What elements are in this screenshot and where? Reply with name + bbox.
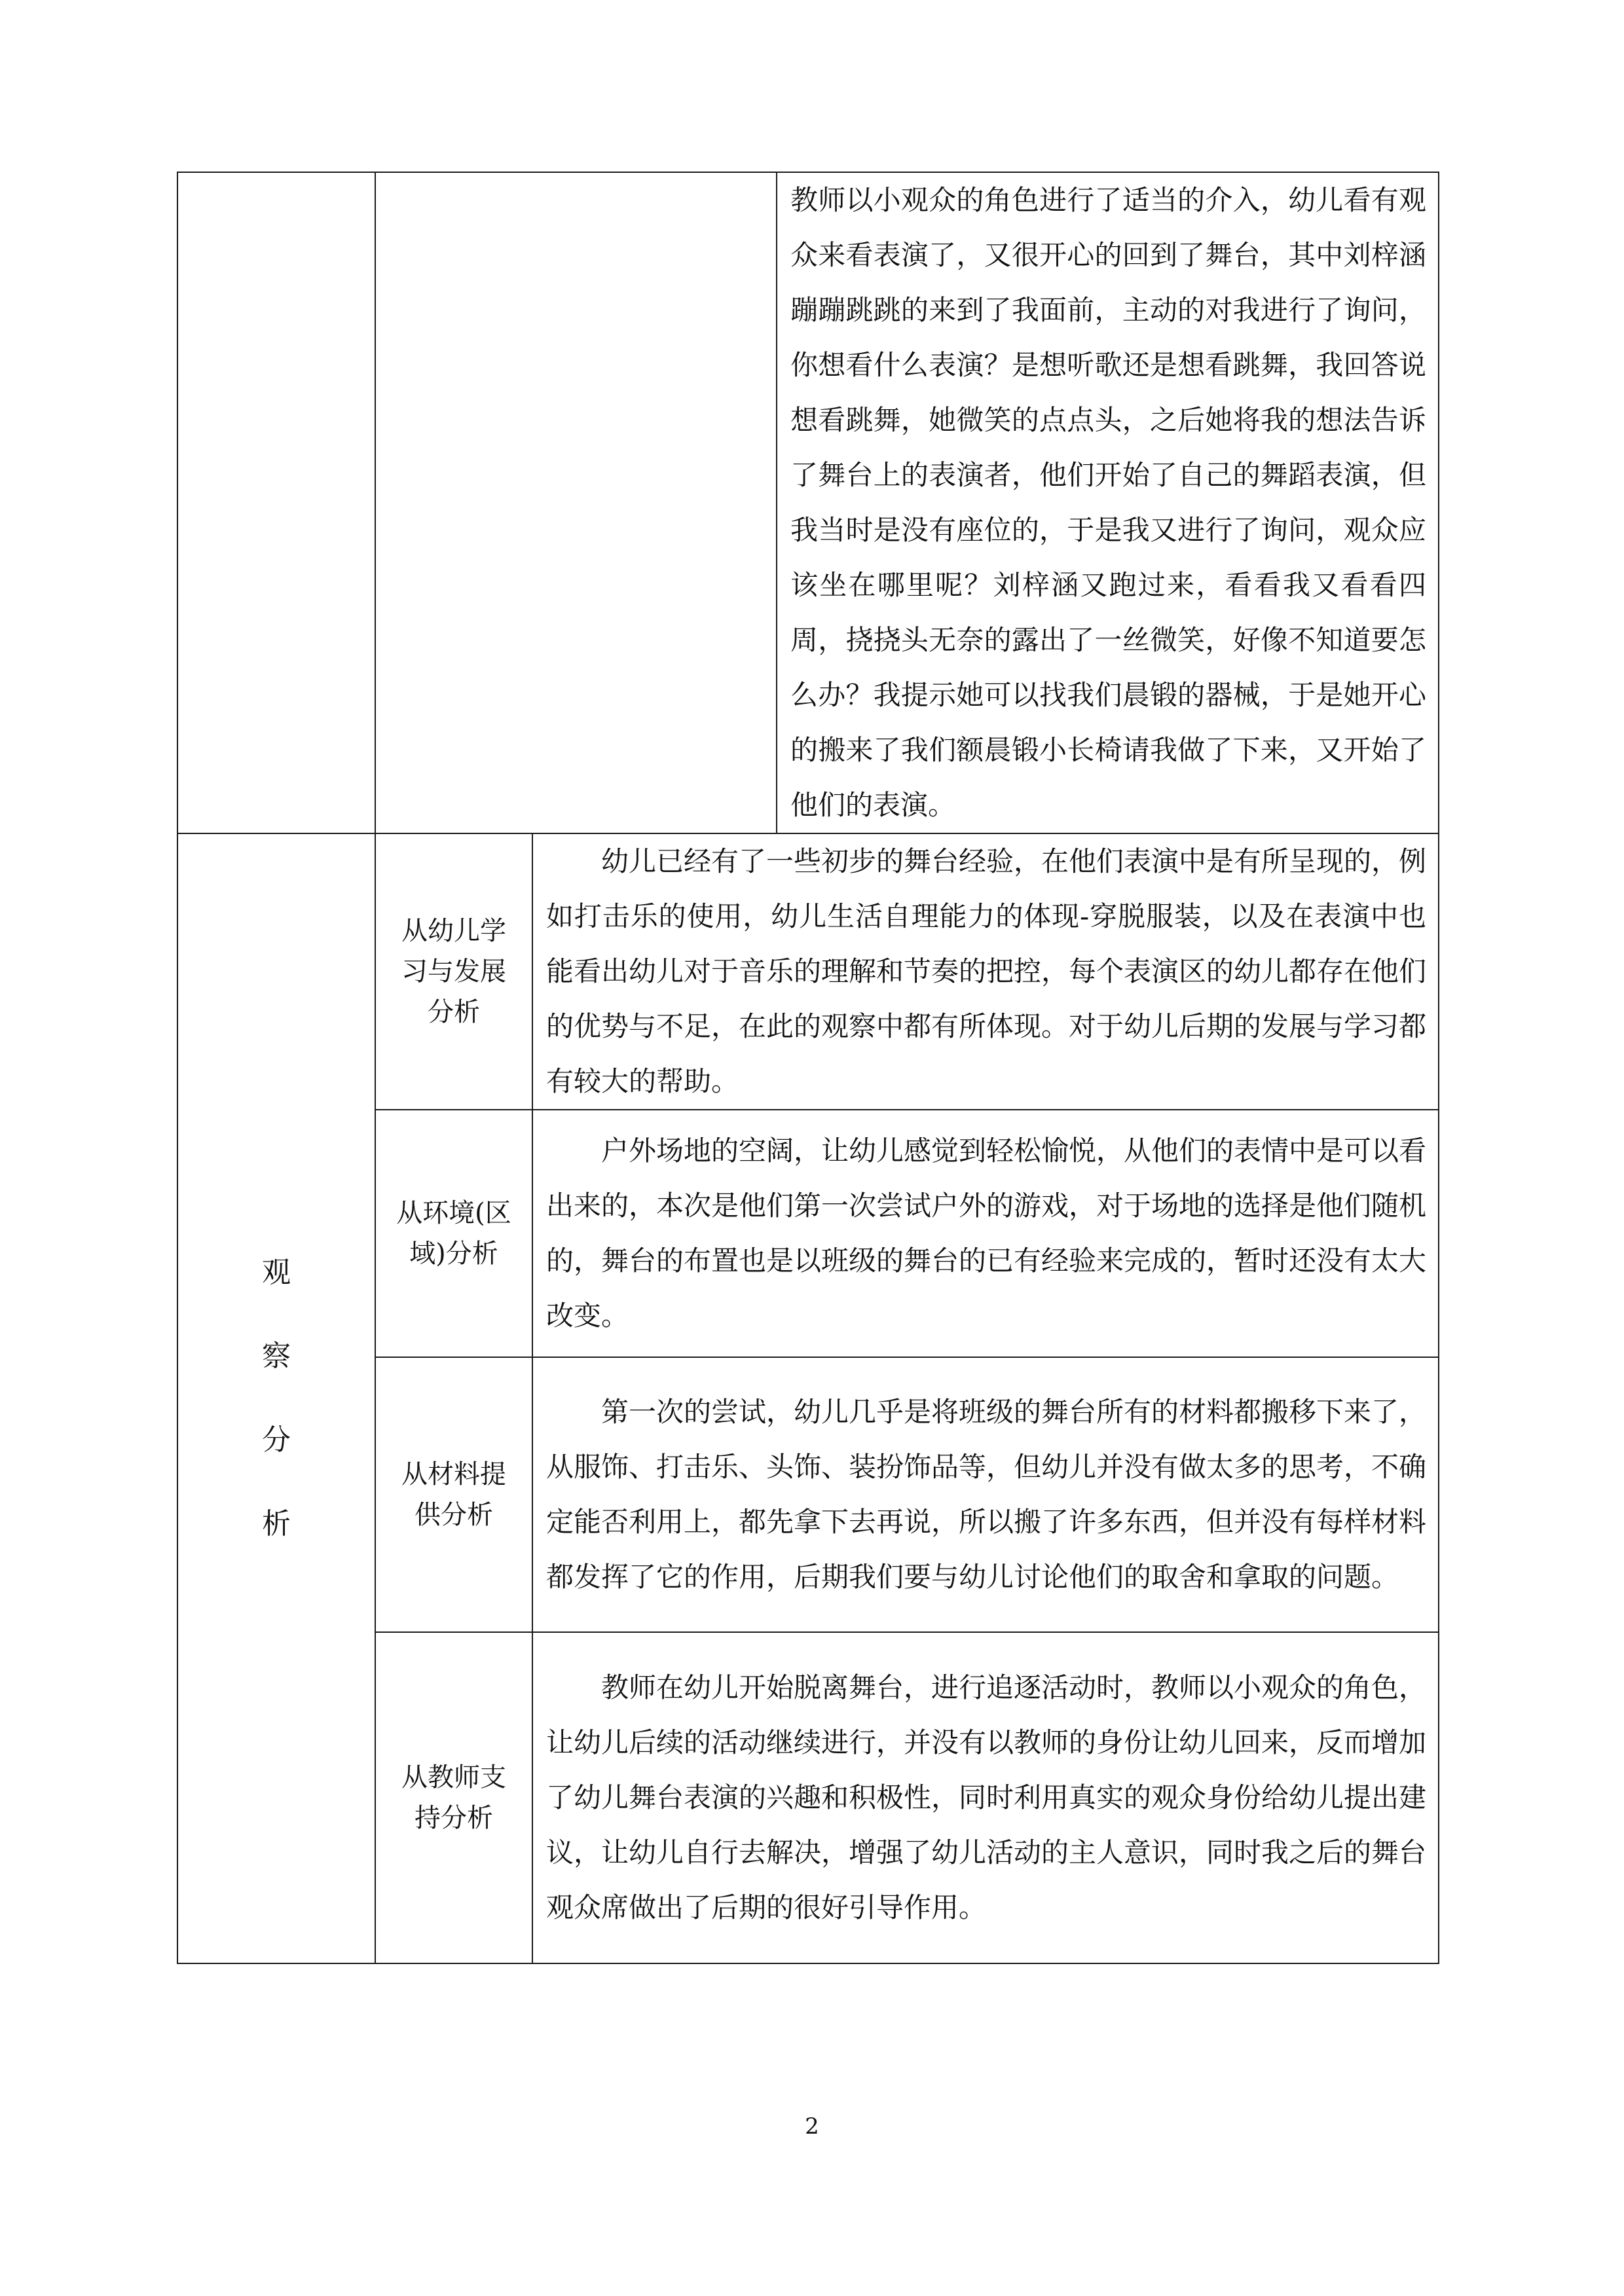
page-number: 2 (805, 2113, 819, 2140)
row-label: 从环境(区域)分析 (396, 1198, 511, 1269)
section-label-char: 分 (262, 1423, 291, 1457)
row-label: 从教师支持分析 (401, 1762, 506, 1833)
row-label-cell (375, 1110, 532, 1357)
row-text-cell (532, 833, 1439, 1110)
row-text-cell (532, 1110, 1439, 1357)
table-row-top (177, 172, 1439, 833)
row-text: 教师在幼儿开始脱离舞台，进行追逐活动时，教师以小观众的角色，让幼儿后续的活动继续进行，并没有以教师的身份让幼儿回来，反而增加了幼儿舞台表演的兴趣和积极性，同时利用真实的观众身份给幼儿提出建议，让幼儿自行去解决，增强了幼儿活动的主人意识，同时我之后的舞台观众席做出了后期的很好引导作用。 (546, 1671, 1427, 1923)
table-row-analysis-1 (177, 833, 1439, 1110)
section-label-char: 察 (262, 1339, 291, 1373)
section-label-char: 析 (262, 1507, 291, 1540)
row-label: 从材料提供分析 (401, 1459, 506, 1530)
section-label (178, 1258, 375, 1539)
row-text: 幼儿已经有了一些初步的舞台经验，在他们表演中是有所呈现的，例如打击乐的使用，幼儿生活自理能力的体现-穿脱服装，以及在表演中也能看出幼儿对于音乐的理解和节奏的把控，每个表演区的幼儿都存在他们的优势与不足，在此的观察中都有所体现。对于幼儿后期的发展与学习都有较大的帮助。 (546, 845, 1427, 1097)
row-text: 第一次的尝试，幼儿几乎是将班级的舞台所有的材料都搬移下来了，从服饰、打击乐、头饰、装扮饰品等，但幼儿并没有做太多的思考，不确定能否利用上，都先拿下去再说，所以搬了许多东西，但并没有每样材料都发挥了它的作用，后期我们要与幼儿讨论他们的取舍和拿取的问题。 (546, 1396, 1427, 1593)
empty-cell-left (177, 172, 375, 833)
row-text-cell (532, 1357, 1439, 1632)
row-text: 户外场地的空阔，让幼儿感觉到轻松愉悦，从他们的表情中是可以看出来的，本次是他们第一次尝试户外的游戏，对于场地的选择是他们随机的，舞台的布置也是以班级的舞台的已有经验来完成的，暂时还没有太大改变。 (546, 1135, 1427, 1332)
row-label-cell (375, 1632, 532, 1963)
top-row-text: 教师以小观众的角色进行了适当的介入，幼儿看有观众来看表演了，又很开心的回到了舞台，其中刘梓涵蹦蹦跳跳的来到了我面前，主动的对我进行了询问，你想看什么表演？是想听歌还是想看跳舞，我回答说想看跳舞，她微笑的点点头，之后她将我的想法告诉了舞台上的表演者，他们开始了自己的舞蹈表演，但我当时是没有座位的，于是我又进行了询问，观众应该坐在哪里呢？刘梓涵又跑过来，看看我又看看四周，挠挠头无奈的露出了一丝微笑，好像不知道要怎么办？我提示她可以找我们晨锻的器械，于是她开心的搬来了我们额晨锻小长椅请我做了下来，又开始了他们的表演。 (790, 184, 1426, 821)
top-row-text-cell (777, 172, 1439, 833)
section-label-char: 观 (262, 1256, 291, 1289)
section-label-cell (177, 833, 375, 1963)
row-label-cell (375, 1357, 532, 1632)
row-label-cell (375, 833, 532, 1110)
empty-cell-middle (375, 172, 777, 833)
observation-table (177, 172, 1439, 1964)
row-label: 从幼儿学习与发展分析 (401, 916, 506, 1027)
row-text-cell (532, 1632, 1439, 1963)
